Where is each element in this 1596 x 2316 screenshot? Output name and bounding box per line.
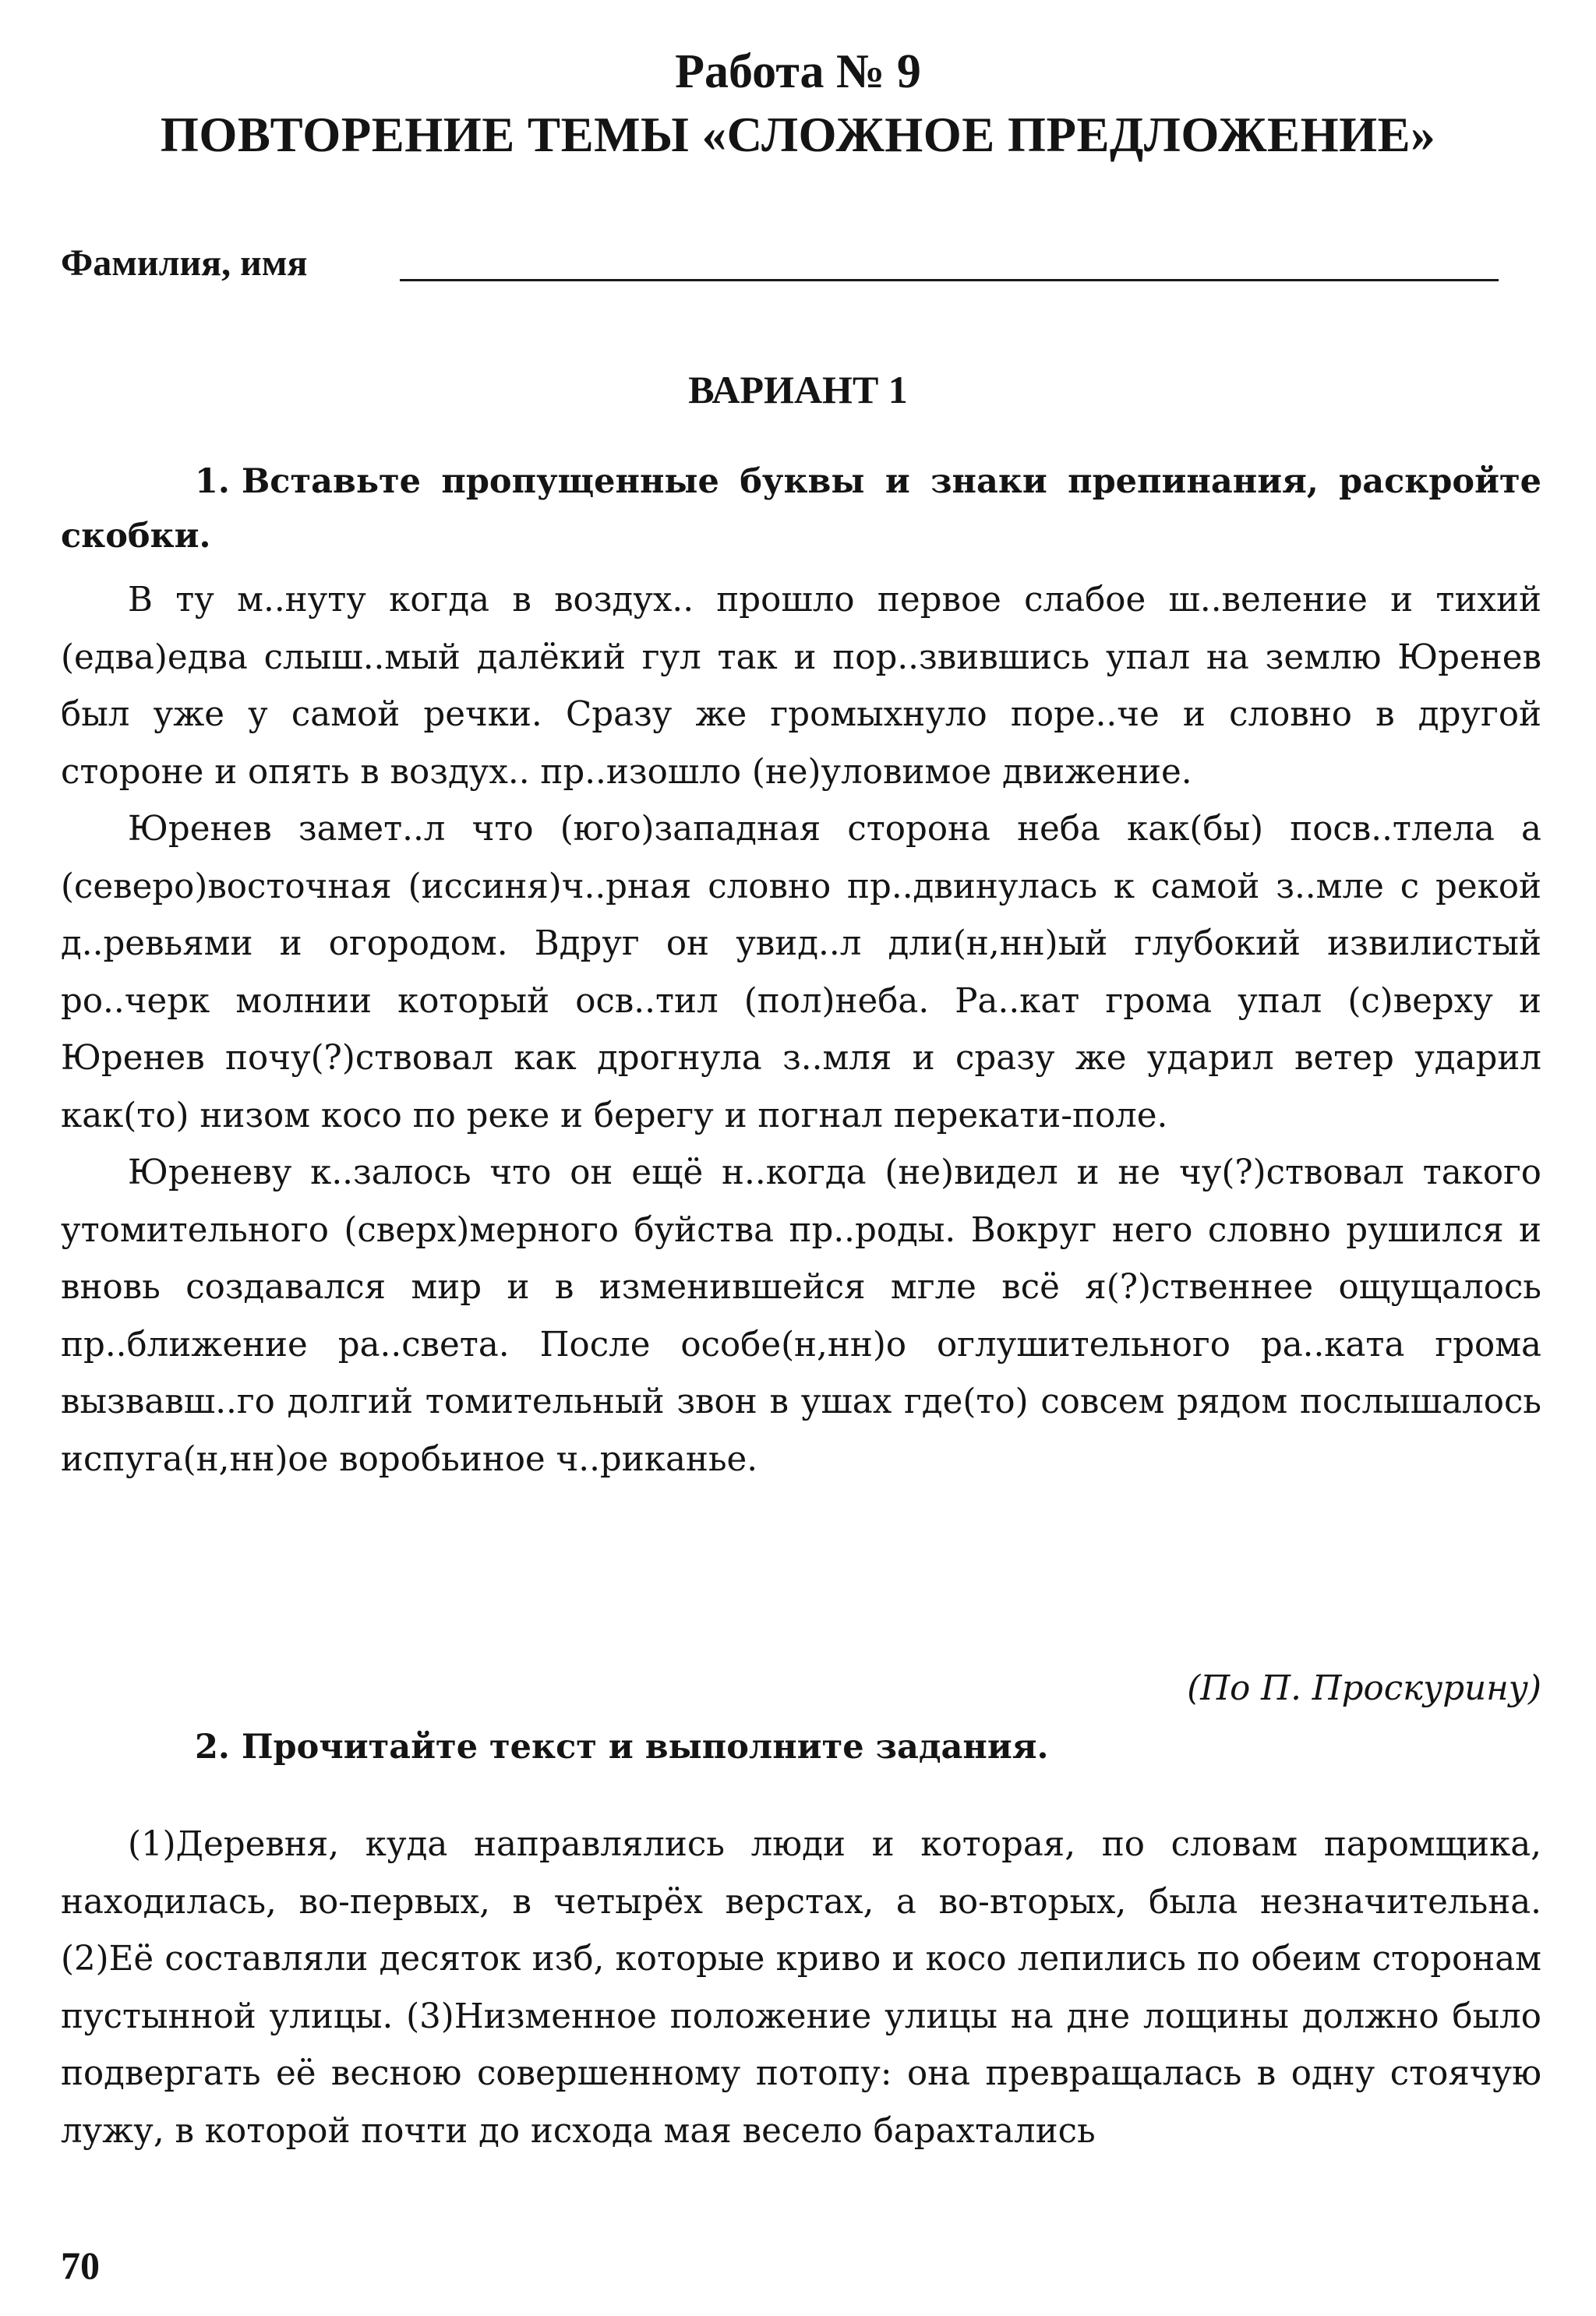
task-2-instruction-text: Прочитайте текст и выполните задания. xyxy=(241,1728,1049,1767)
variant-heading: ВАРИАНТ 1 xyxy=(688,368,908,411)
student-name-label: Фамилия, имя xyxy=(61,242,308,284)
page-number: 70 xyxy=(61,2244,100,2287)
task-1-source-attribution: (По П. Проскурину) xyxy=(1187,1669,1541,1708)
work-number-heading: Работа № 9 xyxy=(675,45,921,98)
task-1-instruction-text: Вставьте пропущенные буквы и знаки препинания, раскройте скобки. xyxy=(61,462,1541,556)
task-1-number: 1. xyxy=(195,462,230,501)
task-2-paragraph-1: (1)Деревня, куда направлялись люди и которая, по словам паромщика, находилась, во-первых, в четырёх верстах, а во-вторых, была незначительна. (2)Её составляли десяток изб, которые криво и косо лепились по обеим сторонам пустынной улицы. (3)Низменное положение улицы на дне лощины должно было подвергать её весною совершенному потопу: она превращалась в одну стоячую лужу, в которой почти до исхода мая весело барахтались xyxy=(61,1825,1541,2151)
task-2-number: 2. xyxy=(195,1728,230,1767)
task-1-paragraph-3: Юреневу к..залось что он ещё н..когда (не)видел и не чу(?)ствовал такого утомительного (сверх)мерного буйства пр..роды. Вокруг него словно рушился и вновь создавался мир и в изменившейся мгле всё я(?)ственнее ощущалось пр..ближение ра..света. После особе(н,нн)о оглушительного ра..ката грома вызвавш..го долгий томительный звон в ушах где(то) совсем рядом послышалось испуга(н,нн)ое воробьиное ч..риканье. xyxy=(61,1153,1541,1479)
student-name-row xyxy=(61,234,1496,288)
task-1-instruction xyxy=(61,454,1541,563)
task-1-paragraph-2: Юренев замет..л что (юго)западная сторона неба как(бы) посв..тлела а (северо)восточная (иссиня)ч..рная словно пр..двинулась к самой з..мле с рекой д..ревьями и огородом. Вдруг он увид..л дли(н,нн)ый глубокий извилистый ро..черк молнии который осв..тил (пол)неба. Ра..кат грома упал (с)верху и Юренев почу(?)ствовал как дрогнула з..мля и сразу же ударил ветер ударил как(то) низом косо по реке и берегу и погнал перекати-поле. xyxy=(61,810,1541,1135)
task-1-text xyxy=(61,572,1541,1488)
student-name-blank-line[interactable] xyxy=(400,279,1499,281)
task-1-paragraph-1: В ту м..нуту когда в воздух.. прошло первое слабое ш..веление и тихий (едва)едва слыш..мый далёкий гул так и пор..звившись упал на землю Юренев был уже у самой речки. Сразу же громыхнуло поре..че и словно в другой стороне и опять в воздух.. пр..изошло (не)уловимое движение. xyxy=(61,581,1541,792)
task-2-text xyxy=(61,1816,1541,2160)
topic-title-heading: ПОВТОРЕНИЕ ТЕМЫ «СЛОЖНОЕ ПРЕДЛОЖЕНИЕ» xyxy=(160,108,1436,162)
task-2-instruction xyxy=(61,1720,1541,1774)
